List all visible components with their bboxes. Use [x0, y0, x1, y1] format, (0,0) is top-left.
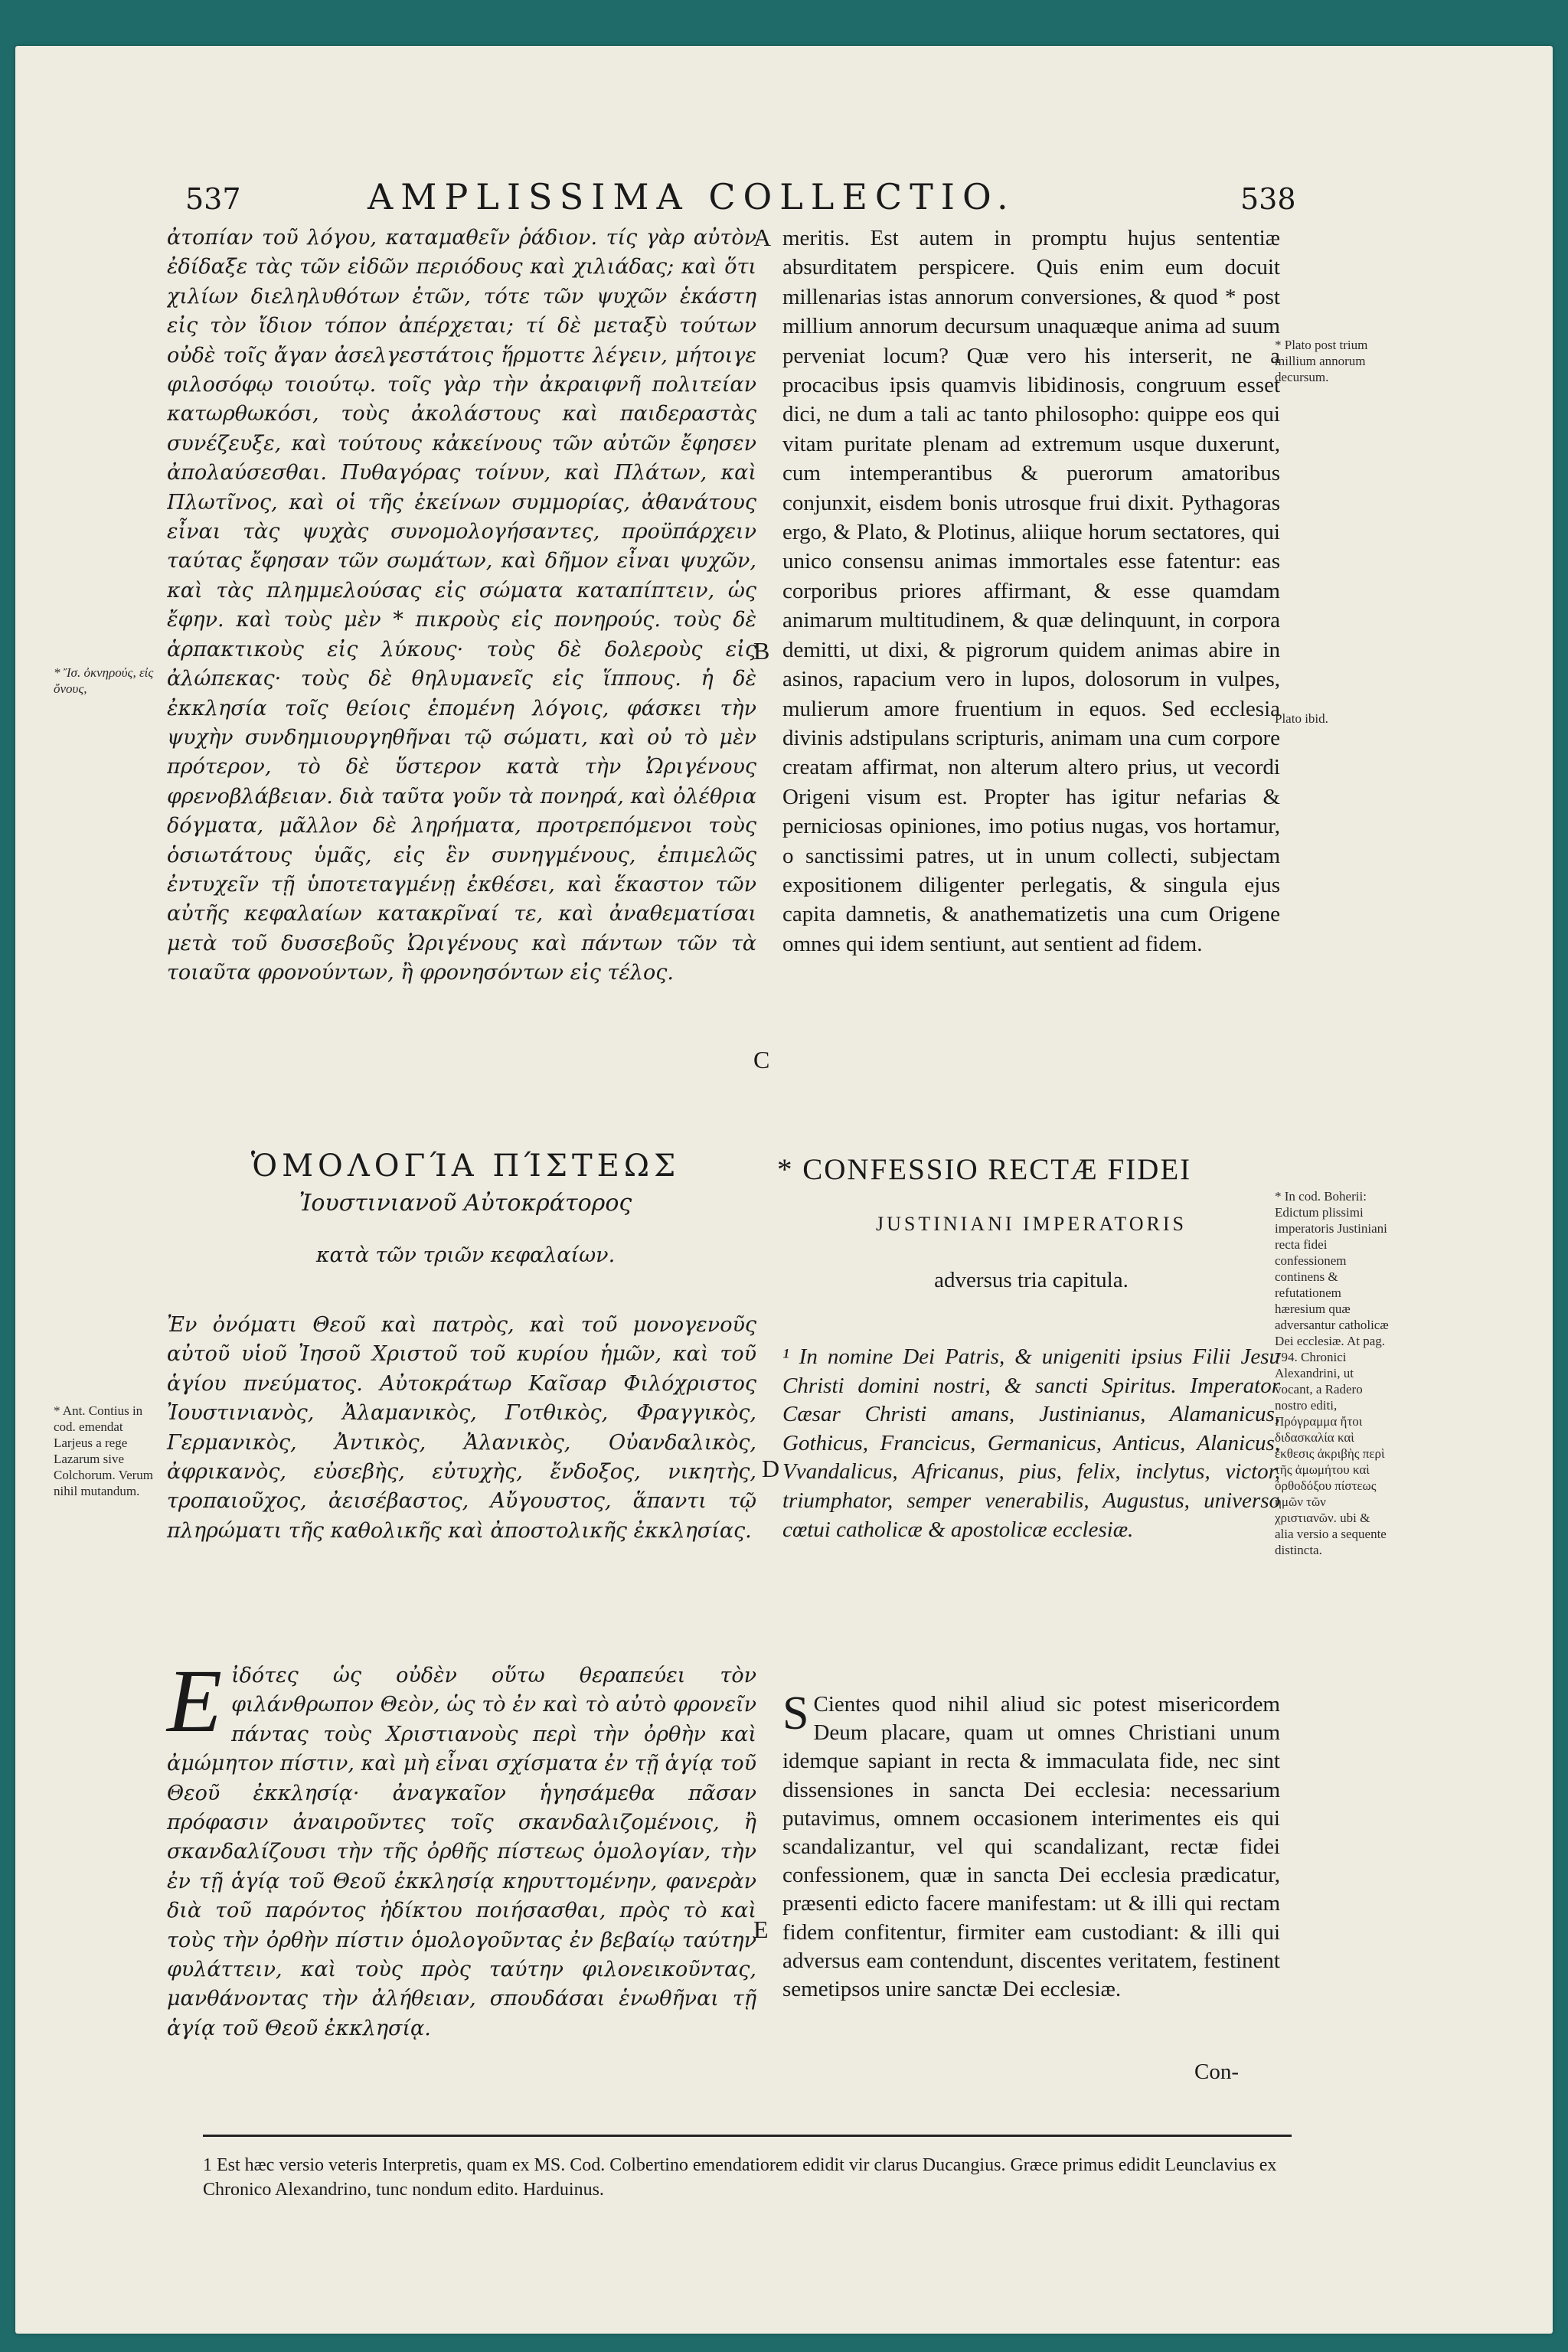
margin-note-in-cod: * In cod. Boherii: Edictum plissimi imperatoris Justiniani recta fidei confessionem continens & refutationem hæresium quæ adversantur catholicæ Dei ecclesiæ. At pag. 794. Chronici Alexandrini, ut vocant, a Radero nostro editi, Πρόγραμμα ἤτοι διδασκαλία καὶ ἔκθεσις ἀκριβὴς περὶ τῆς ἀμωμήτου καὶ ὀρθοδόξου πίστεως ἡμῶν τῶν χριστιανῶν. ubi & alia versio a sequente distincta. [1275, 1189, 1389, 1557]
margin-note-plato-post: * Plato post trium millium annorum decursum. [1275, 338, 1368, 384]
book-page [15, 46, 1553, 2334]
running-title: AMPLISSIMA COLLECTIO. [368, 176, 1016, 217]
greek-section-subtitle-2: κατὰ τῶν τριῶν κεφαλαίων. [315, 1243, 616, 1267]
greek-column-top [167, 224, 756, 1081]
greek-section-subtitle: Ἰουστινιανοῦ Αὐτοκράτορος [299, 1190, 632, 1217]
page-number-right: 538 [1240, 182, 1296, 216]
greek-edict-text: ἰδότες ὡς οὐδὲν οὕτω θεραπεύει τὸν φιλάνθρωπον Θεὸν, ὡς τὸ ἐν καὶ τὸ αὐτὸ φρονεῖν πάντας τοὺς Χριστιανοὺς περὶ τὴν ὀρθὴν καὶ ἀμώμητον πίστιν, καὶ μὴ εἶναι σχίσματα ἐν τῇ ἁγίᾳ τοῦ Θεοῦ ἐκκλησίᾳ· ἀναγκαῖον ἡγησάμεθα πᾶσαν πρόφασιν ἀναιροῦντες τοῖς σκανδαλιζομένοις, ἢ σκανδαλίζουσι τὴν τῆς ὀρθῆς πίστεως ὁμολογίαν, τὴν ἐν τῇ ἁγίᾳ τοῦ Θεοῦ ἐκκλησίᾳ κηρυττομένην, φανερὰν διὰ τοῦ παρόντος ἠδίκτου ποιήσασθαι, πρὸς τὸ καὶ τοὺς τὴν ὀρθὴν πίστιν ὁμολογοῦντας ἐν βεβαίῳ ταύτην φυλάττειν, καὶ τοὺς πρὸς ταύτην φιλονεικοῦντας, μανθάνοντας τὴν ἀλήθειαν, σπουδάσαι ἑνωθῆναι τῇ ἁγίᾳ τοῦ Θεοῦ ἐκκλησίᾳ. [167, 1664, 756, 2040]
latin-dropcap: S [782, 1687, 809, 1740]
section-letter-b: B [753, 637, 770, 665]
latin-column-top [782, 224, 1280, 1104]
margin-note-plato-ibid: Plato ibid. [1275, 711, 1328, 726]
section-letter-d: D [762, 1455, 780, 1482]
footnote-rule [203, 2135, 1292, 2137]
latin-invocation-text: ¹ In nomine Dei Patris, & unigeniti ipsius Filii Jesu Christi domini nostri, & sancti Spiritus. Imperator Cæsar Christi amans, Justinianus, Alamanicus, Gothicus, Francicus, Germanicus, Anticus, Alanicus, Vvandalicus, Africanus, pius, felix, inclytus, victor, triumphator, semper venerabilis, Augustus, universo cœtui catholicæ & apostolicæ ecclesiæ. [782, 1344, 1280, 1542]
greek-invocation-text: Ἐν ὀνόματι Θεοῦ καὶ πατρὸς, καὶ τοῦ μονογενοῦς αὐτοῦ υἱοῦ Ἰησοῦ Χριστοῦ τοῦ κυρίου ἡμῶν, καὶ τοῦ ἁγίου πνεύματος. Αὐτοκράτωρ Καῖσαρ Φιλόχριστος Ἰουστινιανὸς, Ἀλαμανικὸς, Γοτθικὸς, Φραγγικὸς, Γερμανικὸς, Ἀντικὸς, Ἀλανικὸς, Οὐανδαλικὸς, ἀφρικανὸς, εὐσεβὴς, εὐτυχὴς, ἔνδοξος, νικητὴς, τροπαιοῦχος, ἀεισέβαστος, Αὔγουστος, ἅπαντι τῷ πληρώματι τῆς καθολικῆς καὶ ἀποστολικῆς ἐκκλησίας. [167, 1313, 756, 1543]
greek-edict [167, 1651, 756, 2043]
section-letter-c: C [753, 1046, 770, 1073]
section-letter-a: A [753, 224, 772, 251]
catchword: Con- [1194, 2060, 1239, 2084]
latin-edict-text: Cientes quod nihil aliud sic potest misericordem Deum placare, quam ut omnes Christiani unum idemque sapiant in recta & immaculata fide, nec sint dissensiones in sancta Dei ecclesia: necessarium putavimus, omnem occasionem interimentes eis qui scandalizantur, vel qui scandalizant, rectæ fidei confessionem, quæ in sancta Dei ecclesia prædicatur, præsenti edicto facere manifestam: ut & illi qui rectam fidem confitentur, firmiter eam custodiant: & illi qui adversus eam contendunt, discentes veritatem, festinent semetipsos unire sanctæ Dei ecclesiæ. [782, 1692, 1280, 2002]
greek-invocation [167, 1311, 756, 1546]
page-number-left: 537 [185, 182, 241, 216]
margin-note-greek: * Ἴσ. ὀκνηρούς, εἰς ὄνους, [54, 665, 154, 696]
greek-text-top: ἀτοπίαν τοῦ λόγου, καταμαθεῖν ῥάδιον. τίς γὰρ αὐτὸν ἐδίδαξε τὰς τῶν εἰδῶν περιόδους καὶ χιλιάδας; καὶ ὅτι χιλίων διεληλυθότων ἐτῶν, τότε τῶν ψυχῶν ἑκάστη εἰς τὸν ἴδιον τόπον ἀπέρχεται; τί δὲ μεταξὺ τούτων οὐδὲ τοῖς ἄγαν ἀσελγεστάτοις ἥρμοττε λέγειν, μήτοιγε φιλοσόφῳ τοιούτῳ. τοῖς γὰρ τὴν ἀκραιφνῆ πολιτείαν κατωρθωκόσι, τοὺς ἀκολάστους καὶ παιδεραστὰς συνέζευξε, καὶ τούτους κἀκείνους τῶν αὐτῶν ἔφησεν ἀπολαύσεσθαι. Πυθαγόρας τοίνυν, καὶ Πλάτων, καὶ Πλωτῖνος, καὶ οἱ τῆς ἐκείνων συμμορίας, ἀθανάτους εἶναι τὰς ψυχὰς συνομολογήσαντες, προϋπάρχειν ταύτας ἔφησαν τῶν σωμάτων, καὶ δῆμον εἶναι ψυχῶν, καὶ τὰς πλημμελούσας εἰς σώματα καταπίπτειν, ὡς ἔφην. καὶ τοὺς μὲν * πικροὺς εἰς πονηρούς. τοὺς δὲ ἁρπακτικοὺς εἰς λύκους· τοὺς δὲ δολεροὺς εἰς ἀλώπεκας· τοὺς δὲ θηλυμανεῖς εἰς ἵππους. ἡ δὲ ἐκκλησία τοῖς θείοις ἑπομένη λόγοις, φάσκει τὴν ψυχὴν συνδημιουργηθῆναι τῷ σώματι, καὶ οὐ τὸ μὲν πρότερον, τὸ δὲ ὕστερον κατὰ τὴν Ὠριγένους φρενοβλάβειαν. διὰ ταῦτα γοῦν τὰ πονηρά, καὶ ὀλέθρια δόγματα, μᾶλλον δὲ ληρήματα, προτρεπόμενοι τοὺς ὁσιωτάτους ὑμᾶς, εἰς ἓν συνηγμένους, ἐπιμελῶς ἐντυχεῖν τῇ ὑποτεταγμένῃ ἐκθέσει, καὶ ἕκαστον τῶν αὐτῆς κεφαλαίων κατακρῖναί τε, καὶ ἀναθεματίσαι μετὰ τοῦ δυσσεβοῦς Ὠριγένους καὶ πάντων τῶν τὰ τοιαῦτα φρονούντων, ἢ φρονησόντων εἰς τέλος. [167, 226, 756, 985]
latin-section-subtitle-2: adversus tria capitula. [934, 1268, 1129, 1292]
footnote: 1 Est hæc versio veteris Interpretis, quam ex MS. Cod. Colbertino emendatiorem edidit vir clarus Ducangius. Græce primus edidit Leunclavius ex Chronico Alexandrino, tunc nondum edito. Harduinus. [203, 2155, 1277, 2200]
greek-section-title: ὉΜΟΛΟΓΊΑ ΠΊΣΤΕΩΣ [250, 1148, 681, 1184]
latin-invocation [782, 1343, 1280, 1544]
latin-section-subtitle: JUSTINIANI IMPERATORIS [875, 1213, 1187, 1235]
section-letter-e: E [753, 1916, 769, 1943]
greek-dropcap: Ε [167, 1651, 223, 1751]
margin-note-ant-contius: * Ant. Contius in cod. emendat Larjeus a rege Lazarum sive Colchorum. Verum nihil mutandum. [54, 1403, 154, 1498]
latin-text-top: meritis. Est autem in promptu hujus sententiæ absurditatem perspicere. Quis enim eum docuit millenarias istas annorum conversiones, & quod * post millium annorum decursum unaquæque anima ad suum perveniat locum? Quæ vero his interserit, ne a procacibus ipsis quamvis libidinosis, congruum esset dici, ne dum a tali ac tanto philosopho: quippe eos qui vitam puritate plenam ad extremum usque duxerunt, cum intemperantibus & puerorum amatoribus conjunxit, eisdem bonis utrosque frui dixit. Pythagoras ergo, & Plato, & Plotinus, aliique horum sectatores, qui unico consensu animas immortales esse fatentur: eas corporibus priores affirmant, & esse quamdam animarum multitudinem, & quæ delinquunt, in corpora demitti, ut dixi, & pigrorum quidem animas abire in asinos, rapacium vero in lupos, dolosorum in vulpes, mulierum amore fruentium in equos. Sed ecclesia divinis adstipulans scripturis, animam una cum corpore creatam affirmat, non alterum altero prius, ut vecordi Origeni visum est. Propter has igitur nefarias & perniciosas opiniones, imo potius nugas, vos hortamur, o sanctissimi patres, ut in unum collecti, subjectam expositionem diligenter perlegatis, & singula ejus capita damnetis, & anathematizetis una cum Origene omnes qui idem sentiunt, aut sentient ad fidem. [782, 226, 1280, 956]
latin-section-title: * CONFESSIO RECTÆ FIDEI [777, 1153, 1192, 1186]
latin-edict [782, 1687, 1280, 2004]
